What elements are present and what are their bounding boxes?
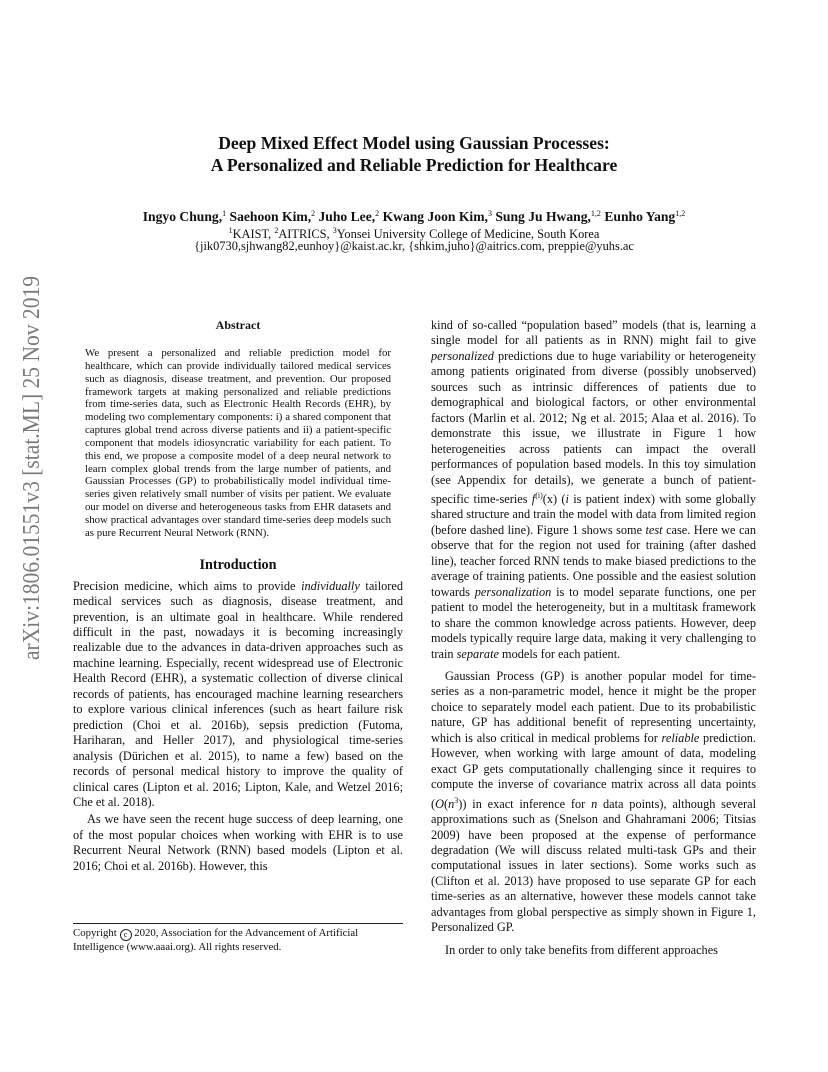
author-list: [0, 205, 828, 225]
right-paragraph-3: In order to only take benefits from different approaches: [445, 942, 718, 957]
author-emails: {jik0730,sjhwang82,eunhoy}@kaist.ac.kr, {shkim,juho}@aitrics.com, preppie@yuhs.ac: [194, 239, 634, 253]
right-column: [431, 318, 756, 958]
math-i: i: [565, 491, 569, 506]
math-n: n: [591, 796, 598, 811]
affil-aitrics: AITRICS,: [278, 227, 333, 241]
affil-kaist: KAIST,: [232, 227, 275, 241]
author-affil-sup: 2: [375, 209, 380, 218]
copyright-icon: c: [120, 929, 132, 941]
affil-sup: 2: [274, 226, 279, 235]
paper-title: [0, 132, 828, 176]
introduction-heading: Introduction: [199, 556, 277, 573]
right-paragraph-2: Gaussian Process (GP) is another popular model for time-series as a non-parametric model, hence it might be the proper choice to separately model each patient. Due to its probabilistic nature, GP has additional benefit of representing uncertainty, which is also critical in medical problems for reliable prediction. However, when working with large amount of data, modeling exact GP gets computationally challenging since it requires to compute the inverse of covariance matrix across all data points $(O(n^3))$ in exact inference for n data points), although several approximations such as (Snelson and Ghahramani 2006; Titsias 2009) have been proposed at the expense of performance degradation (We will discuss related multi-task GPs and their computational issues in later sections). Some works such as (Clifton et al. 2013) have proposed to use separate GP for each time-series as an alternative, however these models cannot take advantages from global perspective as simply shown in Figure 1, Personalized GP.: [431, 668, 756, 935]
author-name: Saehoon Kim,: [229, 209, 312, 224]
affil-sup: 1: [228, 226, 233, 235]
title-line-2: A Personalized and Reliable Prediction for Healthcare: [210, 155, 618, 175]
author-affil-sup: 3: [487, 209, 492, 218]
author-affil-sup: 1,2: [675, 209, 686, 218]
math-f: f: [531, 491, 536, 506]
title-line-1: Deep Mixed Effect Model using Gaussian Processes:: [218, 133, 610, 153]
arxiv-identifier: arXiv:1806.01551v3 [stat.ML] 25 Nov 2019: [18, 223, 45, 660]
author-name: Juho Lee,: [318, 209, 376, 224]
arxiv-side-stamp: [18, 223, 45, 660]
author-affil-sup: 1,2: [590, 209, 601, 218]
right-paragraph-1: kind of so-called “population based” models (that is, learning a single model for all patients as in RNN) might fail to give personalized predictions due to huge variability or heterogeneity among patients originated from diverse (possibly unobserved) sources such as intrinsic differences of patients due to demographical and biological factors, or other environmental factors (Marlin et al. 2012; Ng et al. 2015; Alaa et al. 2016). To demonstrate this issue, we illustrate in Figure 1 how heterogeneities across patients can impact the overall performances of population based models. In this toy simulation (see Appendix for details), we generate a bunch of patient-specific time-series $f^{(i)}(x)$ (i is patient index) with some globally shared structure and train the model with data from limited region (before dashed line). Figure 1 shows some test case. Here we can observe that for the region not used for training (after dashed line), teacher forced RNN tends to make biased predictions to the average of training patients. One possible and the easiest solution towards personalization is to model separate functions, one per patient to model the heterogeneity, but in a multitask framework to share the common knowledge across patients. However, deep models typically require large data, making it very challenging to train separate models for each patient.: [431, 318, 757, 661]
abstract-text: We present a personalized and reliable prediction model for healthcare, which can provide individually tailored medical services such as diagnosis, disease treatment, and prevention. Our proposed framework targets at making personalized and reliable predictions from time-series data, such as Electronic Health Records (EHR), by modeling two complementary components: i) a shared component that captures global trend across diverse patients and ii) a patient-specific component that models idiosyncratic variability for each patient. To this end, we propose a composite model of a deep neural network to learn complex global trends from the large number of patients, and Gaussian Processes (GP) to probabilistically model individual time-series given relatively small number of visits per patient. We evaluate our model on diverse and heterogeneous tasks from EHR datasets and show practical advantages over standard time-series deep models such as pure Recurrent Neural Network (RNN).: [85, 347, 391, 539]
intro-paragraph-1: Precision medicine, which aims to provide individually tailored medical services such as diagnosis, disease treatment, and prevention, is an ultimate goal in healthcare. While rendered difficult in the past, nowadays it is becoming increasingly realizable due to the advances in data-driven approaches such as machine learning. Especially, recent widespread use of Electronic Health Record (EHR), a systematic collection of diverse clinical records of patients, has encouraged machine learning researchers to explore various clinical inferences (such as heart failure risk prediction (Choi et al. 2016b), sepsis prediction (Futoma, Hariharan, and Heller 2017), and physiological time-series analysis (Dürichen et al. 2015), to name a few) based on the records of personal medical history to improve the quality of clinical cares (Lipton et al. 2016; Lipton, Kale, and Wetzel 2016; Che et al. 2018).: [73, 578, 403, 809]
intro-paragraph-2: As we have seen the recent huge success of deep learning, one of the most popular choices when working with EHR is to use Recurrent Neural Network (RNN) based models (Lipton et al. 2016; Choi et al. 2016b). However, this: [73, 812, 403, 873]
abstract-heading: Abstract: [215, 318, 261, 332]
copyright-notice: Copyright c 2020, Association for the Advancement of Artificial Intelligence (www.aaai.org). All rights reserved.: [73, 923, 403, 955]
author-name: Eunho Yang: [604, 209, 676, 224]
left-column: [73, 318, 403, 874]
author-name: Kwang Joon Kim,: [382, 209, 488, 224]
affil-sup: 3: [332, 226, 337, 235]
author-name: Ingyo Chung,: [142, 209, 223, 224]
author-name: Sung Ju Hwang,: [495, 209, 591, 224]
math-big-o: O: [435, 796, 444, 811]
affil-yonsei: Yonsei University College of Medicine, South Korea: [336, 227, 600, 241]
author-affil-sup: 2: [311, 209, 316, 218]
author-affil-sup: 1: [222, 209, 227, 218]
